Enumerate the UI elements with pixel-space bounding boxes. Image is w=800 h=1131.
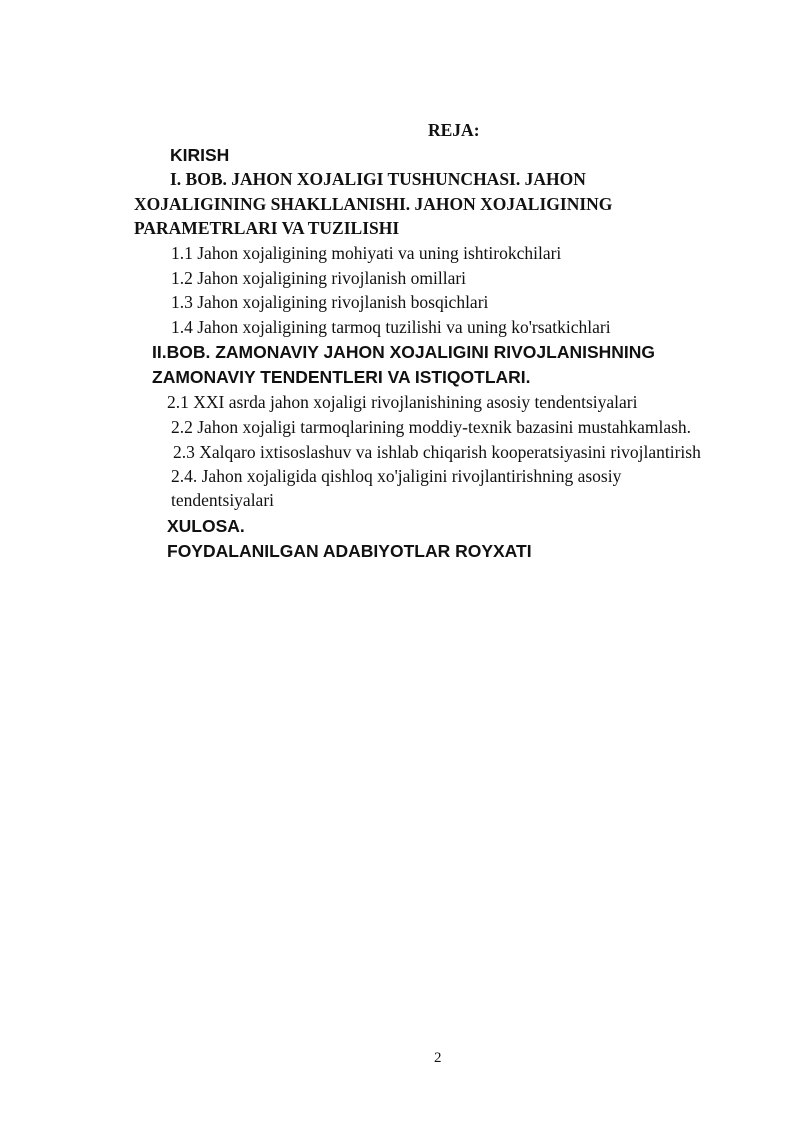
conclusion-heading: XULOSA.	[167, 516, 245, 536]
chapter1-heading-line-2: XOJALIGINING SHAKLLANISHI. JAHON XOJALIGINING	[134, 194, 613, 214]
chapter2-item-4-continuation: tendentsiyalari	[171, 490, 275, 510]
chapter2-item-3: 2.3 Xalqaro ixtisoslashuv va ishlab chiqarish kooperatsiyasini rivojlantirish	[173, 442, 701, 462]
chapter2-heading-line-1: II.BOB. ZAMONAVIY JAHON XOJALIGINI RIVOJLANISHNING	[152, 342, 656, 362]
page-number: 2	[434, 1050, 442, 1066]
chapter1-item-1: 1.1 Jahon xojaligining mohiyati va uning ishtirokchilari	[171, 243, 562, 263]
document-title: REJA:	[428, 120, 480, 140]
chapter2-item-4: 2.4. Jahon xojaligida qishloq xo'jaligini rivojlantirishning asosiy	[171, 466, 622, 486]
references-heading: FOYDALANILGAN ADABIYOTLAR ROYXATI	[167, 541, 532, 561]
chapter1-item-3: 1.3 Jahon xojaligining rivojlanish bosqichlari	[171, 292, 489, 312]
chapter1-item-4: 1.4 Jahon xojaligining tarmoq tuzilishi va uning ko'rsatkichlari	[171, 317, 611, 337]
chapter1-item-2: 1.2 Jahon xojaligining rivojlanish omillari	[171, 268, 467, 288]
chapter2-heading-line-2: ZAMONAVIY TENDENTLERI VA ISTIQOTLARI.	[152, 367, 531, 387]
chapter2-item-1: 2.1 XXI asrda jahon xojaligi rivojlanishining asosiy tendentsiyalari	[167, 392, 638, 412]
chapter1-heading-line-3: PARAMETRLARI VA TUZILISHI	[134, 218, 400, 238]
chapter1-heading-line-1: I. BOB. JAHON XOJALIGI TUSHUNCHASI. JAHON	[170, 169, 586, 189]
intro-heading: KIRISH	[170, 145, 230, 165]
chapter2-item-2: 2.2 Jahon xojaligi tarmoqlarining moddiy-texnik bazasini mustahkamlash.	[171, 417, 692, 437]
